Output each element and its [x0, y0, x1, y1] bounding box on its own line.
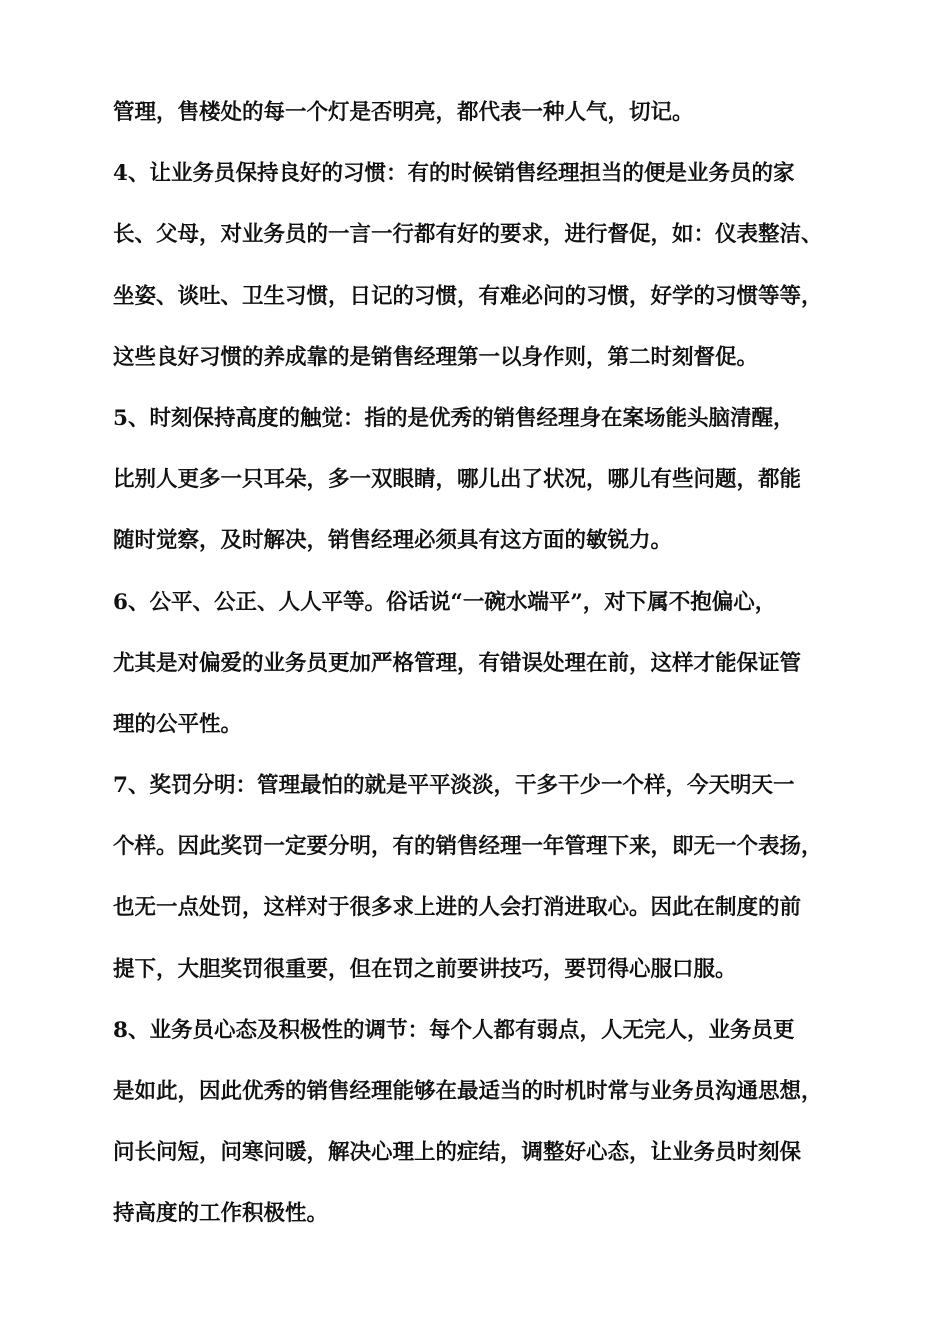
text-line: 7、奖罚分明：管理最怕的就是平平淡淡，干多干少一个样，今天明天一	[113, 773, 795, 799]
text-line: 理的公平性。	[113, 711, 243, 737]
text-line: 这些良好习惯的养成靠的是销售经理第一以身作则，第二时刻督促。	[113, 344, 759, 370]
text-line: 4、让业务员保持良好的习惯：有的时候销售经理担当的便是业务员的家	[113, 161, 795, 187]
text-line: 持高度的工作积极性。	[113, 1201, 329, 1227]
text-line: 问长问短，问寒问暖，解决心理上的症结，调整好心态，让业务员时刻保	[113, 1140, 802, 1166]
text-line: 个样。因此奖罚一定要分明，有的销售经理一年管理下来，即无一个表扬，	[113, 834, 823, 860]
text-line: 长、父母，对业务员的一言一行都有好的要求，进行督促，如：仪表整洁、	[113, 222, 823, 248]
text-line: 也无一点处罚，这样对于很多求上进的人会打消进取心。因此在制度的前	[113, 895, 802, 921]
text-line: 比别人更多一只耳朵，多一双眼睛，哪儿出了状况，哪儿有些问题，都能	[113, 467, 802, 493]
text-line: 管理，售楼处的每一个灯是否明亮，都代表一种人气，切记。	[113, 100, 694, 125]
text-line: 是如此，因此优秀的销售经理能够在最适当的时机时常与业务员沟通思想，	[113, 1079, 823, 1104]
text-line: 尤其是对偏爱的业务员更加严格管理，有错误处理在前，这样才能保证管	[113, 650, 802, 676]
text-line: 坐姿、谈吐、卫生习惯，日记的习惯，有难必问的习惯，好学的习惯等等，	[113, 283, 823, 309]
text-line: 8、业务员心态及积极性的调节：每个人都有弱点，人无完人，业务员更	[113, 1017, 795, 1043]
text-line: 6、公平、公正、人人平等。俗话说“一碗水端平”，对下属不抱偏心，	[113, 589, 777, 615]
text-line: 5、时刻保持高度的触觉：指的是优秀的销售经理身在案场能头脑清醒，	[113, 405, 795, 431]
text-line: 提下，大胆奖罚很重要，但在罚之前要讲技巧，要罚得心服口服。	[113, 956, 737, 982]
document-body	[113, 93, 843, 1256]
text-line: 随时觉察，及时解决，销售经理必须具有这方面的敏锐力。	[113, 528, 673, 554]
